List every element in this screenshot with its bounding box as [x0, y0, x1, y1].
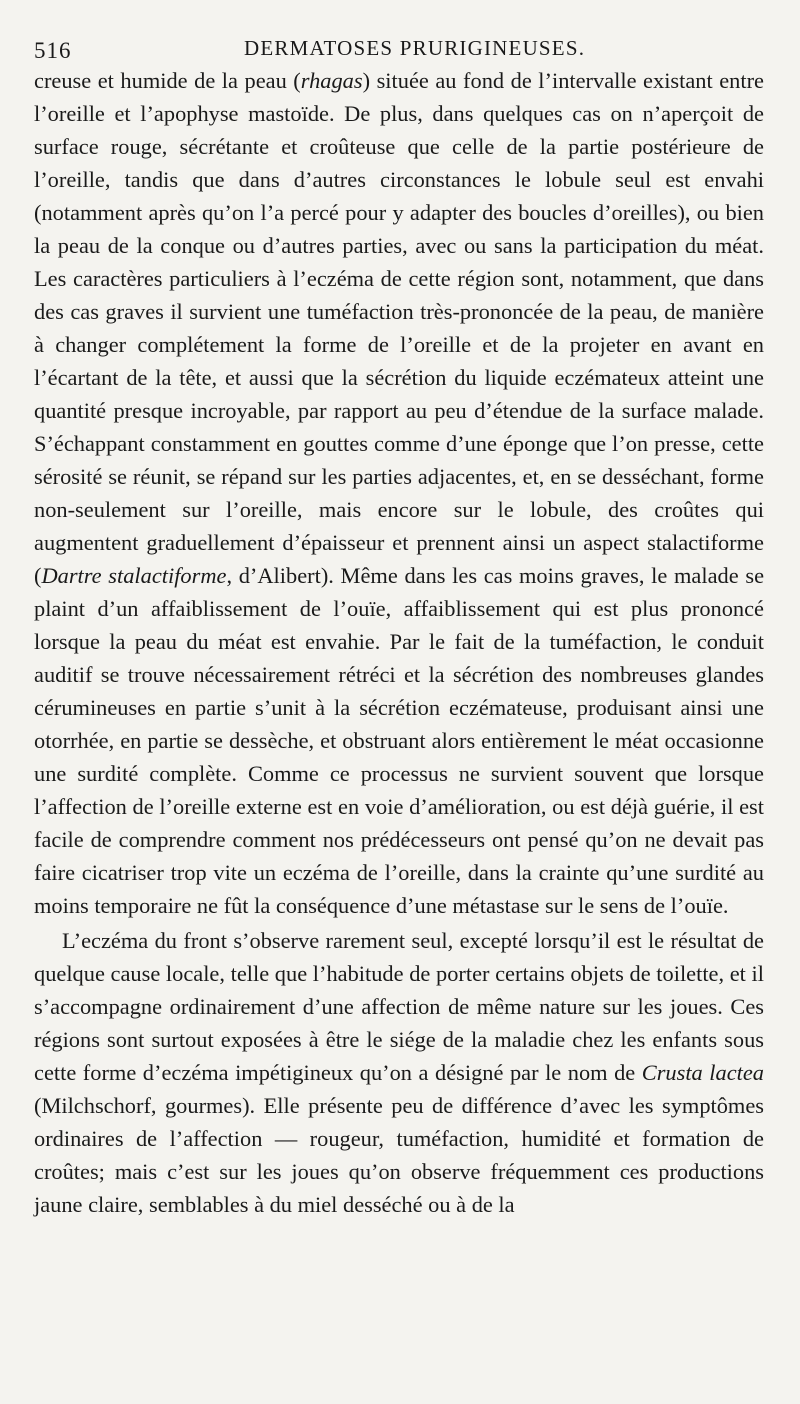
running-title: DERMATOSES PRURIGINEUSES. [244, 36, 586, 60]
running-head [34, 30, 764, 64]
body-text [34, 64, 764, 1221]
paragraph-ear-eczema [34, 64, 764, 922]
italic-term-rhagas: rhagas [300, 68, 363, 93]
text-segment: , d’Alibert). Même dans les cas moins graves, le malade se plaint d’un affaiblissement de l’ouïe, affaiblissement qui est plus prononcé lorsque la peau du méat est envahie. Par le fait de la tuméfaction, le conduit auditif se trouve nécessairement rétréci et la sécrétion des nombreuses glandes cérumineuses en partie s’unit à la sécrétion eczémateuse, produisant ainsi une otorrhée, en partie se dessèche, et obstruant alors entièrement le méat occasionne une surdité complète. Comme ce processus ne survient souvent que lorsque l’affection de l’oreille externe est en voie d’amélioration, ou est déjà guérie, il est facile de comprendre comment nos prédécesseurs ont pensé qu’on ne devait pas faire cicatriser trop vite un eczéma de l’oreille, dans la crainte qu’une surdité au moins temporaire ne fût la conséquence d’une métastase sur le sens de l’ouïe. [34, 563, 765, 918]
text-segment: creuse et humide de la peau ( [34, 68, 301, 93]
page-number: 516 [34, 38, 72, 63]
italic-term-crusta-lactea: Crusta lactea [641, 1060, 764, 1085]
italic-term-dartre-stalactiforme: Dartre stalactiforme [41, 563, 227, 588]
text-segment: ) située au fond de l’intervalle existant entre l’oreille et l’apophyse mastoïde. De plus, dans quelques cas on n’aperçoit de surface rouge, sécrétante et croûteuse que celle de la partie postérieure de l’oreille, tandis que dans d’autres circonstances le lobule seul est envahi (notamment après qu’on l’a percé pour y adapter des boucles d’oreilles), ou bien la peau de la conque ou d’autres parties, avec ou sans la participation du méat. Les caractères particuliers à l’eczéma de cette région sont, notamment, que dans des cas graves il survient une tuméfaction très-prononcée de la peau, de manière à changer complétement la forme de l’oreille et de la projeter en avant en l’écartant de la tête, et aussi que la sécrétion du liquide eczémateux atteint une quantité presque incroyable, par rapport au peu d’étendue de la surface malade. S’échappant constamment en gouttes comme d’une éponge que l’on presse, cette sérosité se réunit, se répand sur les parties adjacentes, et, en se desséchant, forme non-seulement sur l’oreille, mais encore sur le lobule, des croûtes qui augmentent graduellement d’épaisseur et prennent ainsi un aspect stalactiforme ( [34, 68, 764, 588]
text-segment: (Milchschorf, gourmes). Elle présente peu de différence d’avec les symptômes ordinaires de l’affection — rougeur, tuméfaction, humidité et formation de croûtes; mais c’est sur les joues qu’on observe fréquemment ces productions jaune claire, semblables à du miel desséché ou à de la [34, 1093, 764, 1217]
text-segment: L’eczéma du front s’observe rarement seul, excepté lorsqu’il est le résultat de quelque cause locale, telle que l’habitude de porter certains objets de toilette, et il s’accompagne ordinairement d’une affection de même nature sur les joues. Ces régions sont surtout exposées à être le siége de la maladie chez les enfants sous cette forme d’eczéma impétigineux qu’on a désigné par le nom de [34, 928, 764, 1085]
paragraph-forehead-eczema [34, 924, 764, 1221]
